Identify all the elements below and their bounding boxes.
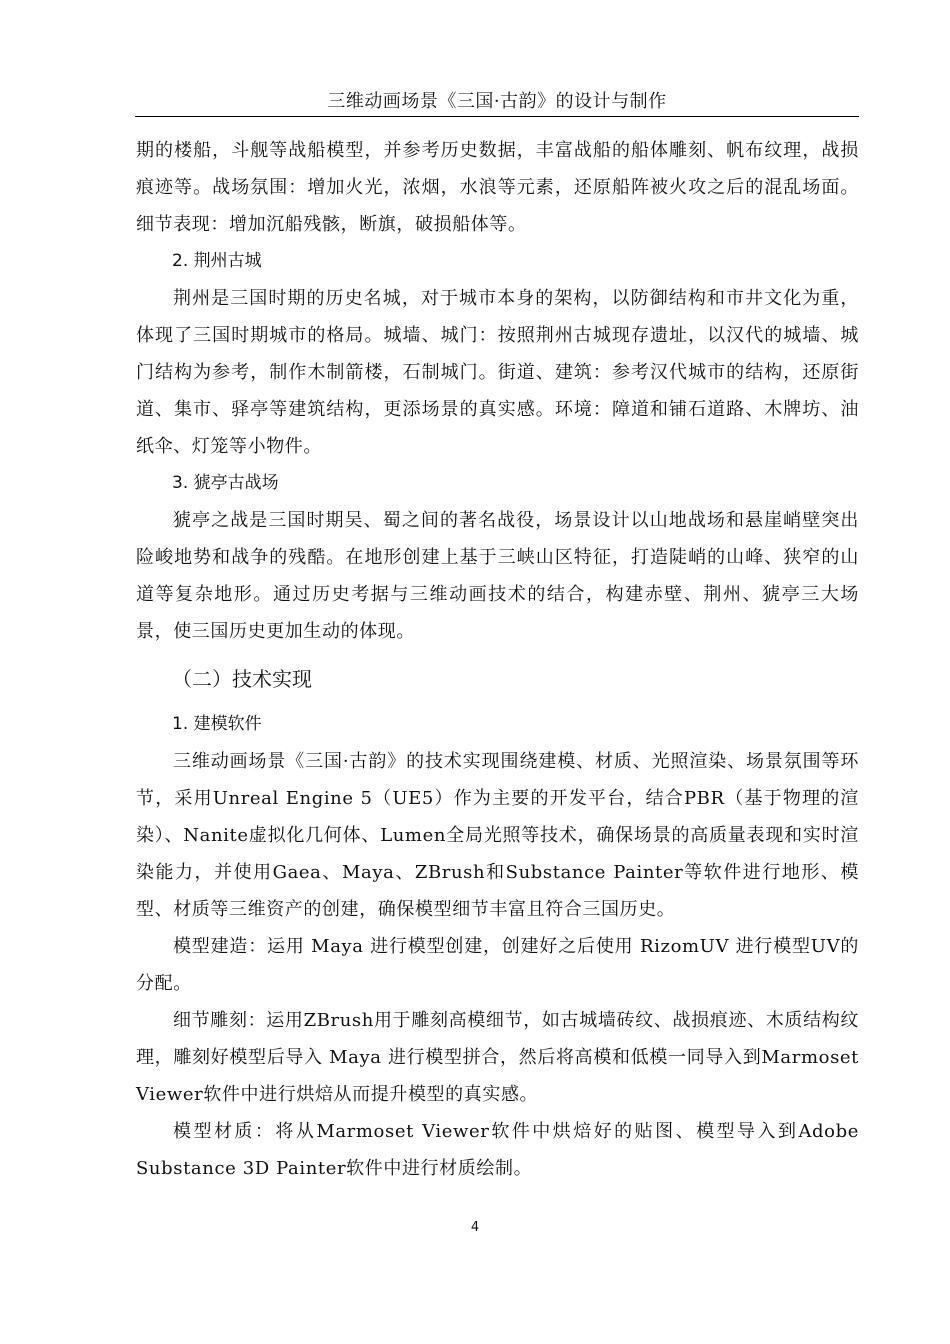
paragraph-model-building: 模型建造：运用 Maya 进行模型创建，创建好之后使用 RizomUV 进行模型UV的分配。 bbox=[136, 936, 859, 994]
paragraph-model-material: 模型材质：将从Marmoset Viewer软件中烘焙好的贴图、模型导入到Adobe Substance 3D Painter软件中进行材质绘制。 bbox=[136, 1121, 859, 1179]
paragraph-jingzhou: 荆州是三国时期的历史名城，对于城市本身的架构，以防御结构和市井文化为重，体现了三国时期城市的格局。城墙、城门：按照荆州古城现存遗址，以汉代的城墙、城门结构为参考，制作木制箭楼，石制城门。街道、建筑：参考汉代城市的结构，还原街道、集市、驿亭等建筑结构，更添场景的真实感。环境：障道和铺石道路、木牌坊、油纸伞、灯笼等小物件。 bbox=[136, 288, 859, 457]
header-rule bbox=[135, 116, 859, 117]
paragraph-chibi-continued: 期的楼船，斗舰等战船模型，并参考历史数据，丰富战船的船体雕刻、帆布纹理，战损痕迹等。战场氛围：增加火光，浓烟，水浪等元素，还原船阵被火攻之后的混乱场面。细节表现：增加沉船残骸，断旗，破损船体等。 bbox=[136, 140, 859, 235]
subheading-jingzhou: 2. 荆州古城 bbox=[172, 251, 262, 271]
page-number: 4 bbox=[470, 1220, 480, 1235]
paragraph-detail-sculpting: 细节雕刻：运用ZBrush用于雕刻高模细节，如古城墙砖纹、战损痕迹、木质结构纹理，雕刻好模型后导入 Maya 进行模型拼合，然后将高模和低模一同导入到Marmoset Viewer软件中进行烘焙从而提升模型的真实感。 bbox=[136, 1010, 859, 1105]
document-body bbox=[136, 132, 859, 1187]
section-heading-tech: （二）技术实现 bbox=[172, 667, 312, 691]
page-header-title: 三维动画场景《三国·古韵》的设计与制作 bbox=[327, 91, 667, 112]
paragraph-xiaoting: 猇亭之战是三国时期吴、蜀之间的著名战役，场景设计以山地战场和悬崖峭壁突出险峻地势和战争的残酷。在地形创建上基于三峡山区特征，打造陡峭的山峰、狭窄的山道等复杂地形。通过历史考据与三维动画技术的结合，构建赤壁、荆州、猇亭三大场景，使三国历史更加生动的体现。 bbox=[136, 510, 859, 642]
paragraph-tech-overview: 三维动画场景《三国·古韵》的技术实现围绕建模、材质、光照渲染、场景氛围等环节，采用Unreal Engine 5（UE5）作为主要的开发平台，结合PBR（基于物理的渲染）、Nanite虚拟化几何体、Lumen全局光照等技术，确保场景的高质量表现和实时渲染能力，并使用Gaea、Maya、ZBrush和Substance Painter等软件进行地形、模型、材质等三维资产的创建，确保模型细节丰富且符合三国历史。 bbox=[136, 751, 859, 920]
subheading-modeling-software: 1. 建模软件 bbox=[172, 714, 262, 734]
subheading-xiaoting: 3. 猇亭古战场 bbox=[172, 473, 279, 493]
